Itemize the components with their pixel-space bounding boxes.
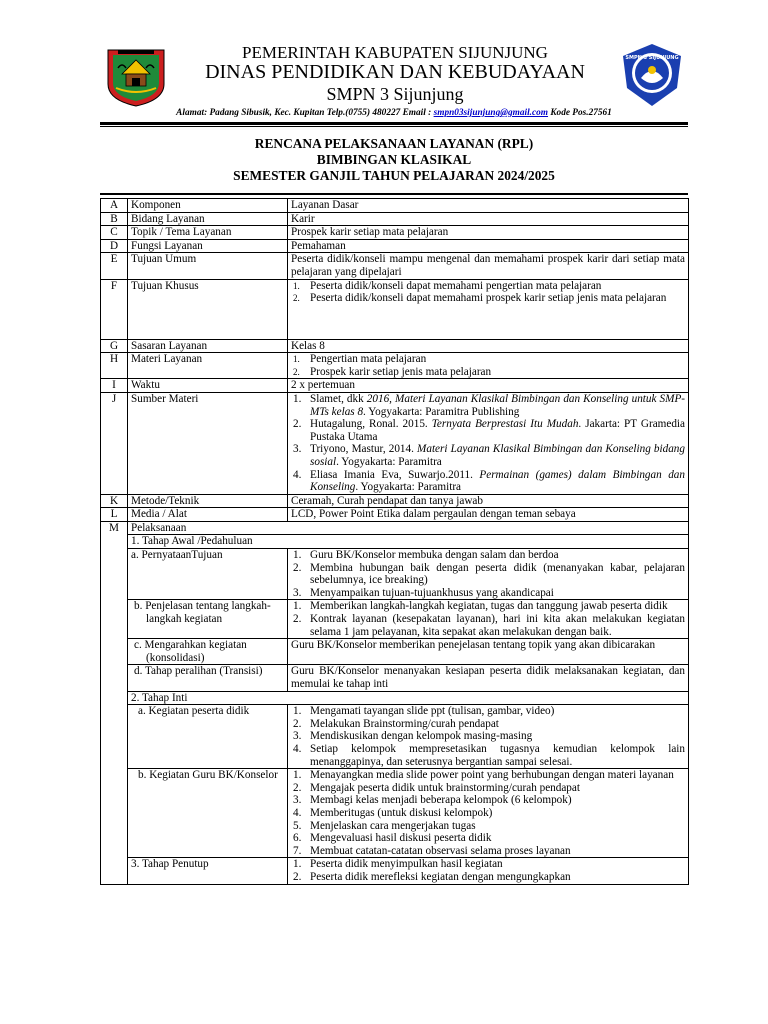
school-name: SMPN 3 Sijunjung (326, 84, 464, 104)
table-row: 1. Tahap Awal /Pedahuluan (101, 535, 689, 549)
list-number: 3. (293, 794, 302, 807)
table-row: b. Penjelasan tentang langkah-langkah kegiatan 1. Memberikan langkah-langkah kegiatan, tugas dan tanggung jawab peserta didik 2. Kontrak layanan (kesepakatan layanan), hari ini kita akan melakukan kegiatan selama 1 jam pelayanan, kita sepakat akan melakukan dengan baik. (101, 600, 689, 639)
list-text: Melakukan Brainstorming/curah pendapat (310, 717, 499, 730)
table-row: F Tujuan Khusus 1. Peserta didik/konseli dapat memahami pengertian mata pelajaran 2. Peserta didik/konseli dapat memahami prospek karir setiap jenis mata pelajaran (101, 279, 689, 339)
list-text: Prospek karir setiap jenis mata pelajaran (310, 365, 492, 378)
list-number: 1. (293, 769, 302, 782)
table-row: a. Kegiatan peserta didik 1. Mengamati tayangan slide ppt (tulisan, gambar, video) 2. Melakukan Brainstorming/curah pendapat 3. Mendiskusikan dengan kelompok masing-masing 4. Setiap kelompok mempresetasikan tugasnya kemudian kelompok lain menanggapinya, dan seterusnya bergantian sampai selesai. (101, 705, 689, 769)
list-number: 1. (293, 600, 302, 613)
list-text: Membina hubungan baik dengan peserta didik (menanyakan kabar, pelajaran sebelumnya, ice breaking) (310, 561, 685, 587)
table-row: B Bidang Layanan Karir (101, 212, 689, 226)
table-row: A Komponen Layanan Dasar (101, 199, 689, 213)
table-row: 3. Tahap Penutup 1. Peserta didik menyimpulkan hasil kegiatan 2. Peserta didik merefleksi kegiatan dengan mengungkapkan (101, 858, 689, 884)
list-item (291, 769, 685, 782)
list-text: Mengajak peserta didik untuk brainstorming/curah pendapat (310, 781, 580, 794)
list-number: 6. (293, 832, 302, 845)
table-row: c. Mengarahkan kegiatan (konsolidasi) Guru BK/Konselor memberikan penejelasan tentang topik yang akan dibicarakan (101, 639, 689, 665)
reference-item (291, 469, 685, 494)
material-list (291, 353, 685, 378)
reference-item (291, 418, 685, 443)
list-number: 2. (293, 561, 302, 574)
objective-list (291, 280, 685, 305)
reference-title: Permainan (games) dalam Bimbingan dan Konseling (310, 468, 685, 494)
table-row: G Sasaran Layanan Kelas 8 (101, 339, 689, 353)
list-item (291, 832, 685, 845)
list-text: Menyampaikan tujuan-tujuankhusus yang akandicapai (310, 586, 554, 599)
list-item (291, 280, 685, 293)
government-name: PEMERINTAH KABUPATEN SIJUNJUNG (242, 43, 548, 62)
list-item (291, 794, 685, 807)
reference-title: Materi Layanan Klasikal Bimbingan dan Konseling untuk SMP-MTs kelas 8 (310, 392, 686, 418)
table-row: d. Tahap peralihan (Transisi) Guru BK/Konselor menanyakan kesiapan peserta didik melaksanakan kegiatan, dan memulai ke tahap inti (101, 665, 689, 691)
list-number: 2. (293, 366, 300, 377)
list-item (291, 743, 685, 768)
list-number: 5. (293, 819, 302, 832)
table-row: D Fungsi Layanan Pemahaman (101, 239, 689, 253)
reference-publisher: . Yogyakarta: Paramitra (355, 481, 462, 494)
list-item (291, 820, 685, 833)
step-list (291, 600, 685, 638)
list-item (291, 562, 685, 587)
reference-publisher: . Yogyakarta: Paramitra (336, 455, 442, 468)
list-item (291, 353, 685, 366)
department-name: DINAS PENDIDIKAN DAN KEBUDAYAAN (205, 61, 585, 83)
reference-item (291, 393, 685, 418)
list-item (291, 807, 685, 820)
reference-author: Eliasa Imania Eva, Suwarjo.2011. (310, 468, 480, 481)
reference-item (291, 443, 685, 468)
list-text: Mengevaluasi hasil diskusi peserta didik (310, 832, 492, 845)
list-text: Peserta didik menyimpulkan hasil kegiatan (310, 858, 503, 871)
list-item (291, 845, 685, 858)
kabupaten-emblem-icon (104, 44, 168, 108)
email-link[interactable]: smpn03sijunjung@gmail.com (433, 108, 549, 118)
list-text: Membuat catatan-catatan observasi selama proses layanan (310, 844, 571, 857)
list-text: Kontrak layanan (kesepakatan layanan), hari ini kita akan melakukan kegiatan selama 1 jam pelayanan, kita sepakat akan melakukan dengan baik. (310, 613, 685, 638)
list-item (291, 730, 685, 743)
list-number: 1. (293, 549, 302, 562)
rpl-table (100, 198, 689, 885)
table-top-rule (100, 193, 688, 195)
list-text: Memberitugas (untuk diskusi kelompok) (310, 806, 493, 819)
step-list (291, 769, 685, 857)
list-number: 3. (293, 443, 302, 456)
table-row: I Waktu 2 x pertemuan (101, 379, 689, 393)
reference-author: Slamet, dkk (310, 392, 367, 405)
header-rule-thin (100, 126, 688, 127)
table-row: L Media / Alat LCD, Power Point Etika dalam pergaulan dengan teman sebaya (101, 508, 689, 522)
step-list (291, 549, 685, 599)
doc-title: RENCANA PELAKSANAAN LAYANAN (RPL) (254, 136, 534, 151)
table-row: b. Kegiatan Guru BK/Konselor 1. Menayangkan media slide power point yang berhubungan dengan materi layanan 2. Mengajak peserta didik untuk brainstorming/curah pendapat 3. Membagi kelas menjadi beberapa kelompok (6 kelompok) 4. Memberitugas (untuk diskusi kelompok) 5. Menjelaskan cara mengerjakan tugas 6. Mengevaluasi hasil diskusi peserta didik 7. Membuat catatan-catatan observasi selama proses layanan (101, 769, 689, 858)
list-item (291, 600, 685, 613)
list-item (291, 292, 685, 305)
list-number: 4. (293, 806, 302, 819)
list-number: 1. (293, 392, 302, 405)
list-text: Setiap kelompok mempresetasikan tugasnya kemudian kelompok lain menanggapinya, dan seterusnya bergantian sampai selesai. (310, 742, 685, 768)
reference-author: Hutagalung, Ronal. 2015. (310, 418, 432, 431)
table-row: a. PernyataanTujuan 1. Guru BK/Konselor membuka dengan salam dan berdoa 2. Membina hubungan baik dengan peserta didik (menanyakan kabar, pelajaran sebelumnya, ice breaking) 3. Menyampaikan tujuan-tujuankhusus yang akandicapai (101, 549, 689, 600)
school-badge-icon (619, 42, 685, 108)
list-number: 1. (293, 354, 300, 365)
header-rule (100, 122, 688, 125)
svg-text:SMPN 3 SIJUNJUNG: SMPN 3 SIJUNJUNG (625, 55, 679, 61)
reference-year: 2016, (366, 392, 396, 405)
list-number: 2. (293, 781, 302, 794)
list-text: Peserta didik/konseli dapat memahami pengertian mata pelajaran (310, 279, 602, 292)
list-number: 4. (293, 742, 302, 755)
reference-title: Ternyata Berprestasi Itu Mudah (431, 418, 579, 431)
list-item (291, 549, 685, 562)
list-item (291, 871, 685, 884)
table-row: J Sumber Materi 1. Slamet, dkk 2016, Materi Layanan Klasikal Bimbingan dan Konseling untuk SMP-MTs kelas 8. Yogyakarta: Paramitra Publishing 2. Hutagalung, Ronal. 2015. Ternyata Berprestasi Itu Mudah. Jakarta: PT Gramedia Pustaka Utama 3. Triyono, Mastur, 2014. Materi Layanan Klasikal Bimbingan dan Konseling bidang sosial. Yogyakarta: Paramitra 4. Eliasa Imania Eva, Suwarjo.2011. Permainan (games) dalam Bimbingan dan Konseling. Yogyakarta: Paramitra (101, 392, 689, 494)
list-number: 4. (293, 468, 302, 481)
list-text: Mendiskusikan dengan kelompok masing-masing (310, 730, 533, 743)
table-row: C Topik / Tema Layanan Prospek karir setiap mata pelajaran (101, 226, 689, 240)
list-text: Menjelaskan cara mengerjakan tugas (310, 819, 476, 832)
list-text: Pengertian mata pelajaran (310, 353, 427, 366)
list-text: Mengamati tayangan slide ppt (tulisan, gambar, video) (310, 705, 555, 718)
list-text: Guru BK/Konselor membuka dengan salam dan berdoa (310, 549, 559, 562)
reference-list (291, 393, 685, 494)
list-item (291, 705, 685, 718)
list-item (291, 718, 685, 731)
table-row: H Materi Layanan 1. Pengertian mata pelajaran 2. Prospek karir setiap jenis mata pelajaran (101, 353, 689, 379)
list-text: Membagi kelas menjadi beberapa kelompok (6 kelompok) (310, 794, 572, 807)
list-text: Memberikan langkah-langkah kegiatan, tugas dan tanggung jawab peserta didik (310, 600, 668, 613)
list-text: Menayangkan media slide power point yang berhubungan dengan materi layanan (310, 769, 674, 782)
list-number: 2. (293, 717, 302, 730)
list-number: 2. (293, 870, 302, 883)
step-list (291, 858, 685, 883)
list-item (291, 782, 685, 795)
list-number: 2. (293, 293, 300, 304)
list-item (291, 587, 685, 600)
table-row: M Pelaksanaan (101, 521, 689, 535)
table-row: 2. Tahap Inti (101, 691, 689, 705)
school-address: Alamat: Padang Sibusik, Kec. Kupitan Telp.(0755) 480227 Email : smpn03sijunjung@gmail.com Kode Pos.27561 (176, 108, 612, 118)
list-number: 1. (293, 280, 300, 291)
doc-semester: SEMESTER GANJIL TAHUN PELAJARAN 2024/2025 (233, 168, 555, 183)
list-item (291, 613, 685, 638)
reference-publisher: . Jakarta: PT Gramedia Pustaka Utama (310, 418, 685, 443)
list-item (291, 858, 685, 871)
step-list (291, 705, 685, 768)
list-number: 1. (293, 858, 302, 871)
list-number: 2. (293, 613, 302, 626)
list-text: Peserta didik merefleksi kegiatan dengan mengungkapkan (310, 870, 571, 883)
list-number: 1. (293, 705, 302, 718)
list-item (291, 366, 685, 379)
reference-title: Materi Layanan Klasikal Bimbingan dan Konseling bidang sosial (310, 443, 685, 468)
doc-subtitle: BIMBINGAN KLASIKAL (316, 152, 472, 167)
list-number: 3. (293, 586, 302, 599)
list-number: 7. (293, 844, 302, 857)
list-number: 3. (293, 730, 302, 743)
list-number: 2. (293, 418, 302, 431)
table-row: K Metode/Teknik Ceramah, Curah pendapat dan tanya jawab (101, 494, 689, 508)
reference-publisher: . Yogyakarta: Paramitra Publishing (363, 405, 520, 418)
table-row: E Tujuan Umum Peserta didik/konseli mampu mengenal dan memahami prospek karir dari setiap mata pelajaran yang dipelajari (101, 253, 689, 279)
list-text: Peserta didik/konseli dapat memahami prospek karir setiap jenis mata pelajaran (310, 292, 667, 305)
reference-author: Triyono, Mastur, 2014. (310, 443, 418, 456)
